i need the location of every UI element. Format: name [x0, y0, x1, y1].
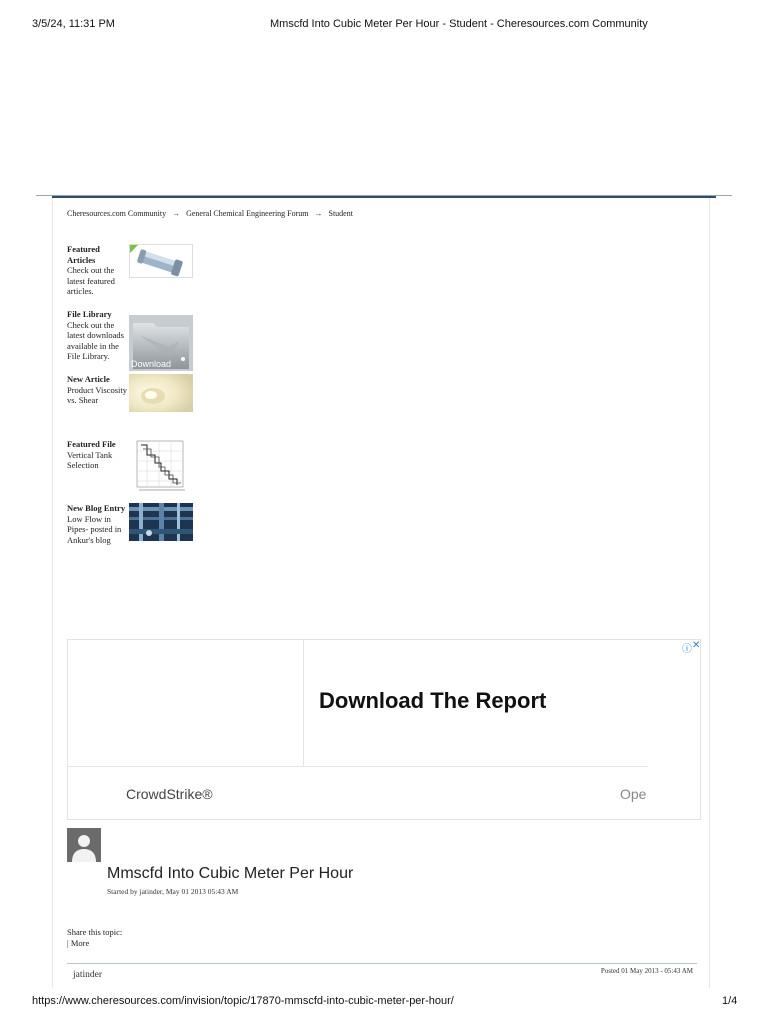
download-folder-image[interactable] — [129, 315, 193, 371]
share-label: Share this topic: — [67, 927, 123, 937]
post-header — [67, 963, 697, 993]
ad-headline[interactable]: Download The Report — [319, 688, 547, 713]
topic-title: Mmscfd Into Cubic Meter Per Hour — [107, 865, 354, 882]
print-date: 3/5/24, 11:31 PM — [32, 18, 115, 30]
sidebar-text: Check out the latest featured articles. — [67, 265, 115, 296]
ad-divider — [303, 640, 304, 767]
breadcrumb-item-community[interactable]: Cheresources.com Community — [67, 209, 167, 218]
sidebar-text: Vertical Tank Selection — [67, 449, 113, 470]
post-author[interactable]: jatinder — [73, 970, 103, 980]
sidebar-new-article[interactable] — [67, 374, 197, 434]
breadcrumb-arrow-icon: → — [172, 209, 181, 218]
user-silhouette-icon — [67, 828, 101, 862]
print-page-number: 1/4 — [722, 995, 738, 1007]
sidebar-text: Check out the latest downloads available in the File Library. — [67, 319, 124, 361]
sidebar-heading: New Article — [67, 374, 110, 384]
pipe-fitting-image[interactable] — [129, 244, 193, 278]
tank-chart-image[interactable] — [129, 439, 193, 493]
sidebar-text: Product Viscosity vs. Shear — [67, 384, 128, 405]
sidebar-featured-file[interactable] — [67, 439, 197, 495]
post-date: Posted 01 May 2013 - 05:43 AM — [600, 967, 693, 975]
download-caption: Download — [131, 359, 172, 369]
breadcrumb-arrow-icon: → — [314, 209, 323, 218]
ad-divider — [68, 766, 648, 767]
sidebar-featured-articles[interactable] — [67, 244, 197, 304]
sidebar-heading: Featured Articles — [67, 244, 100, 265]
industrial-pipes-image[interactable] — [129, 503, 193, 541]
advertisement[interactable] — [67, 639, 701, 820]
breadcrumb — [67, 209, 353, 218]
share-topic — [67, 927, 122, 949]
print-page-title: Mmscfd Into Cubic Meter Per Hour - Student - Cheresources.com Community — [270, 18, 648, 30]
sidebar-new-blog-entry[interactable] — [67, 503, 197, 563]
breadcrumb-item-forum[interactable]: General Chemical Engineering Forum — [186, 209, 309, 218]
sidebar-heading: New Blog Entry — [67, 503, 126, 513]
topic-meta: Started by jatinder, May 01 2013 05:43 AM — [107, 887, 239, 896]
close-icon[interactable]: ✕ — [692, 640, 701, 651]
sidebar-text: Low Flow in Pipes- posted in Ankur's blog — [67, 513, 122, 545]
print-url: https://www.cheresources.com/invision/topic/17870-mmscfd-into-cubic-meter-per-hour/ — [32, 995, 454, 1007]
ad-brand[interactable]: CrowdStrike® — [126, 786, 213, 802]
ad-open-button[interactable]: Ope — [620, 786, 647, 802]
avatar[interactable] — [67, 828, 101, 862]
breadcrumb-item-student[interactable]: Student — [328, 209, 353, 218]
share-more-link[interactable]: | More — [67, 938, 90, 948]
sidebar-heading: File Library — [67, 309, 112, 319]
sidebar-heading: Featured File — [67, 439, 116, 449]
info-icon[interactable]: ⓘ — [682, 644, 692, 655]
cream-swirl-image[interactable] — [129, 374, 193, 412]
sidebar-file-library[interactable] — [67, 309, 197, 371]
